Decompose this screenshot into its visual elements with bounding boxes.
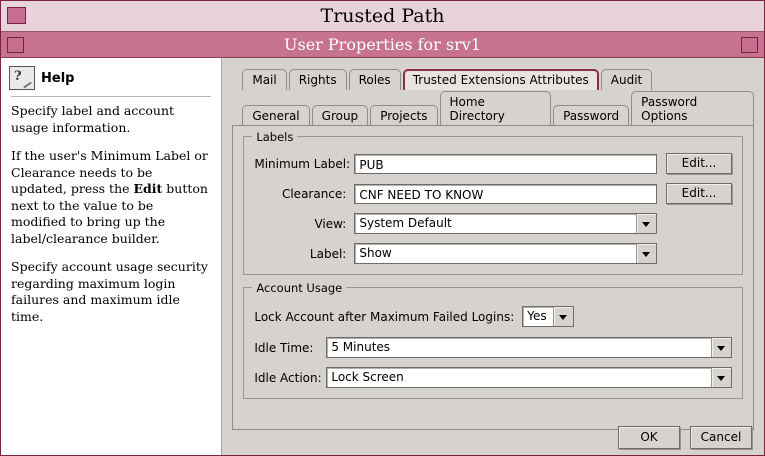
tab-trusted-extensions-attributes[interactable]: Trusted Extensions Attributes — [403, 69, 599, 90]
help-divider — [11, 96, 211, 97]
label-label: Label: — [309, 246, 347, 261]
idle-time-select[interactable] — [326, 337, 732, 358]
chevron-down-icon[interactable] — [636, 214, 656, 233]
dialog-buttons — [618, 426, 752, 449]
chevron-down-icon[interactable] — [711, 368, 731, 387]
tab-home-directory[interactable]: Home Directory — [440, 91, 552, 126]
tab-row-primary — [232, 68, 754, 89]
account-usage-group-title: Account Usage — [252, 281, 346, 295]
idle-time-select-value: 5 Minutes — [331, 340, 391, 354]
tab-group[interactable]: Group — [312, 105, 369, 126]
idle-time-label: Idle Time: — [254, 340, 314, 355]
tab-rights[interactable]: Rights — [289, 69, 347, 90]
help-paragraph-2 — [11, 148, 211, 247]
tab-mail[interactable]: Mail — [242, 69, 286, 90]
lock-account-select[interactable] — [522, 306, 574, 327]
lock-account-label: Lock Account after Maximum Failed Logins: — [254, 309, 515, 324]
dialog-menu-button[interactable] — [7, 37, 24, 53]
help-question-icon — [9, 66, 35, 90]
tab-password-options[interactable]: Password Options — [631, 91, 754, 126]
chevron-down-icon[interactable] — [553, 307, 573, 326]
dialog-body — [1, 58, 764, 456]
help-text — [1, 103, 221, 325]
clearance-input[interactable]: CNF NEED TO KNOW — [354, 184, 657, 204]
tab-projects[interactable]: Projects — [370, 105, 437, 126]
help-paragraph-3: Specify account usage security regarding maximum login failures and maximum idle time. — [11, 259, 208, 324]
tab-roles[interactable]: Roles — [349, 69, 401, 90]
label-row — [254, 243, 732, 264]
lock-account-row — [254, 306, 732, 327]
minimum-label-row — [254, 153, 732, 174]
window-menu-button[interactable] — [7, 7, 26, 24]
tab-row-secondary — [232, 90, 754, 125]
account-usage-group — [243, 281, 743, 399]
dialog-close-button[interactable] — [741, 37, 758, 53]
cancel-button[interactable]: Cancel — [690, 426, 752, 449]
label-select[interactable] — [354, 243, 657, 264]
clearance-row — [254, 183, 732, 204]
minimum-label-edit-button[interactable]: Edit... — [666, 153, 732, 174]
chevron-down-icon[interactable] — [636, 244, 656, 263]
idle-action-row — [254, 367, 732, 388]
tab-general[interactable]: General — [242, 105, 309, 126]
help-title: Help — [41, 70, 75, 86]
view-select-value: System Default — [359, 216, 452, 230]
view-select[interactable] — [354, 213, 657, 234]
help-p2-before: If the user's Minimum Label or Clearance needs to be updated, press the — [11, 148, 208, 196]
idle-action-select[interactable] — [326, 367, 732, 388]
properties-form-panel — [222, 58, 764, 456]
clearance-label: Clearance: — [281, 186, 347, 201]
tab-password[interactable]: Password — [553, 105, 629, 126]
view-label: View: — [314, 216, 347, 231]
labels-group-title: Labels — [252, 130, 297, 144]
dialog-titlebar — [1, 32, 764, 58]
window-titlebar — [1, 1, 764, 32]
chevron-down-icon[interactable] — [711, 338, 731, 357]
view-row — [254, 213, 732, 234]
idle-action-select-value: Lock Screen — [331, 370, 404, 384]
help-paragraph-1: Specify label and account usage information. — [11, 103, 175, 135]
ok-button[interactable]: OK — [618, 426, 680, 449]
help-p2-bold: Edit — [133, 181, 163, 196]
minimum-label-input[interactable]: PUB — [354, 154, 657, 174]
tab-panel-trusted-extensions — [232, 125, 754, 430]
window-title: Trusted Path — [320, 5, 445, 27]
lock-account-select-value: Yes — [527, 309, 547, 323]
tab-audit[interactable]: Audit — [601, 69, 652, 90]
idle-action-label: Idle Action: — [254, 370, 322, 385]
idle-time-row — [254, 337, 732, 358]
clearance-edit-button[interactable]: Edit... — [666, 183, 732, 204]
help-p2-after: button next to the value to be modified to bring up the label/clearance builder. — [11, 181, 208, 246]
label-select-value: Show — [359, 246, 392, 260]
minimum-label-label: Minimum Label: — [254, 156, 351, 171]
help-header — [1, 58, 221, 92]
labels-group — [243, 130, 743, 275]
help-panel — [1, 58, 222, 456]
dialog-title: User Properties for srv1 — [284, 35, 481, 54]
